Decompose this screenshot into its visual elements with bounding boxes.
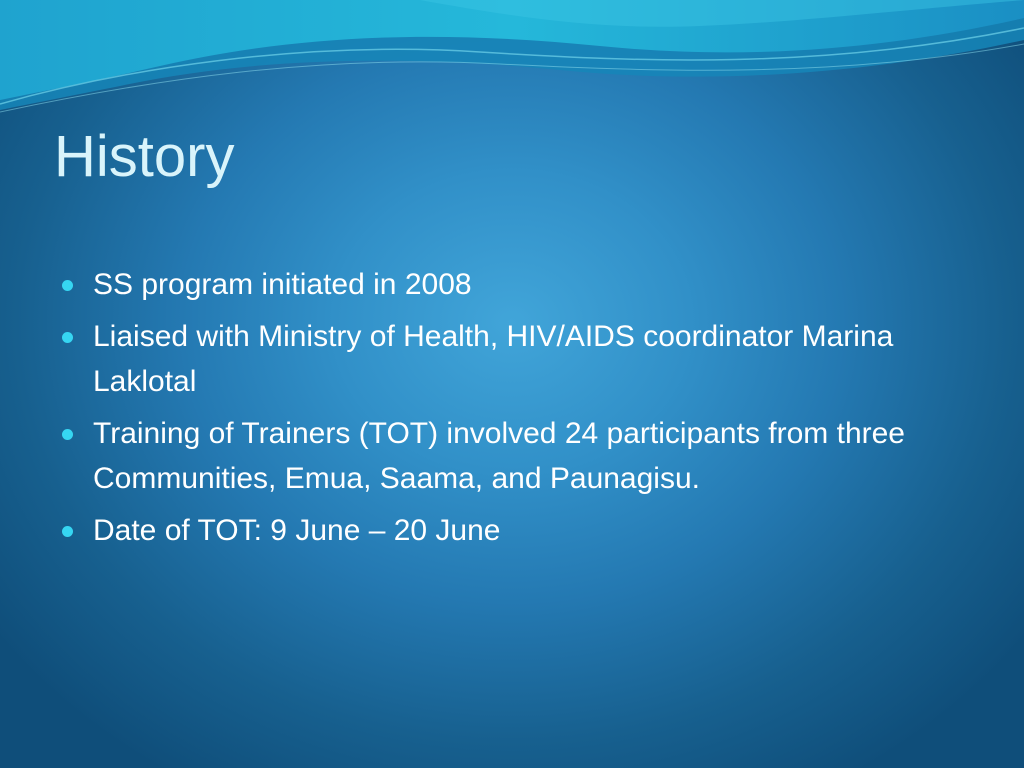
bullet-dot-icon xyxy=(62,280,73,291)
bullet-text: Training of Trainers (TOT) involved 24 participants from three Communities, Emua, Saama, and Paunagisu. xyxy=(93,417,905,495)
bullet-dot-icon xyxy=(62,526,73,537)
decorative-wave-header xyxy=(0,0,1024,130)
bullet-item xyxy=(60,508,960,553)
bullet-text: Date of TOT: 9 June – 20 June xyxy=(93,514,501,547)
bullet-dot-icon xyxy=(62,332,73,343)
bullet-dot-icon xyxy=(62,429,73,440)
slide-title: History xyxy=(54,124,235,189)
bullet-text: Liaised with Ministry of Health, HIV/AIDS coordinator Marina Laklotal xyxy=(93,320,894,398)
bullet-item xyxy=(60,314,960,404)
bullet-text: SS program initiated in 2008 xyxy=(93,268,472,301)
bullet-item xyxy=(60,411,960,501)
bullet-list xyxy=(60,262,960,560)
bullet-item xyxy=(60,262,960,307)
